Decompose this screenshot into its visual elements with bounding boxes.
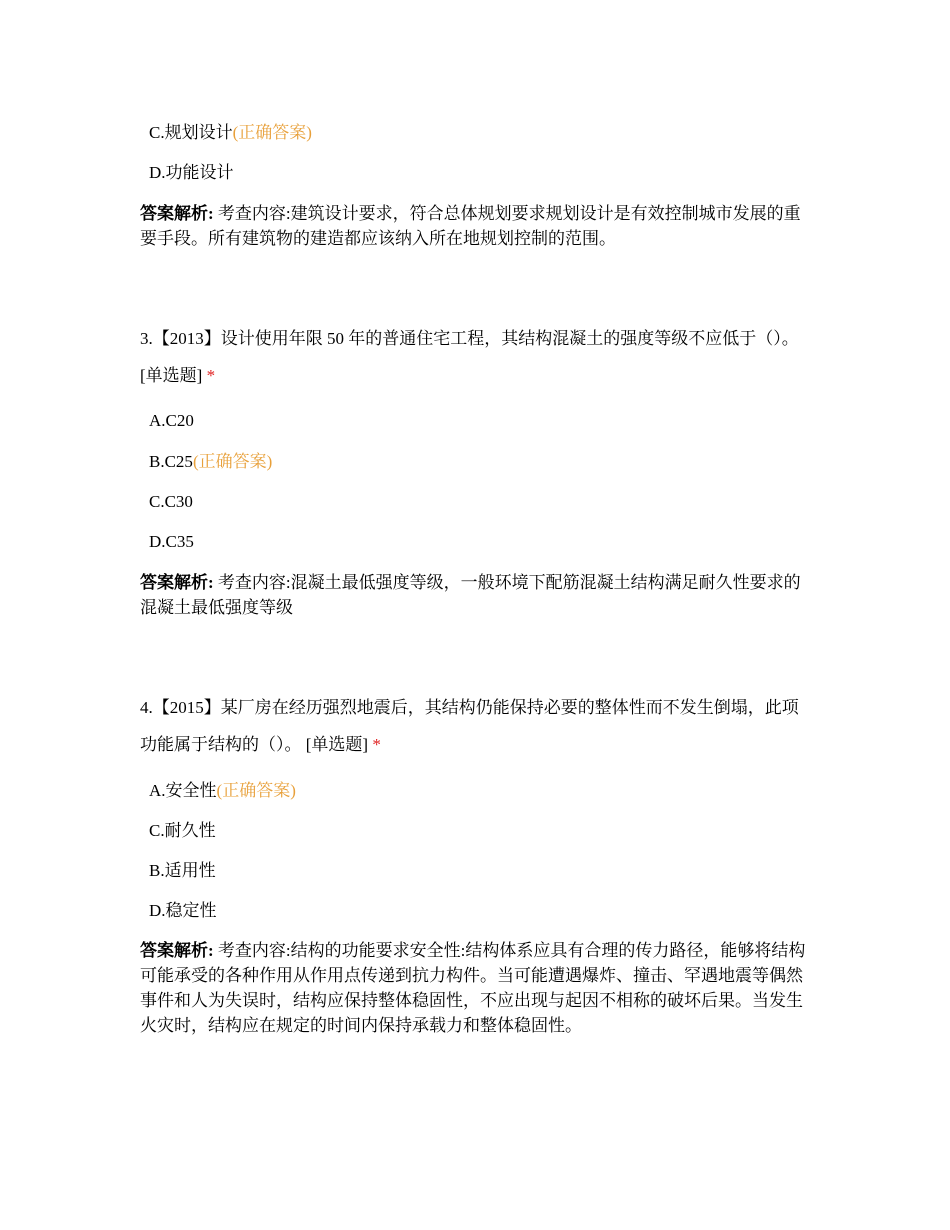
q4-option-c xyxy=(149,820,216,842)
q3-option-b xyxy=(149,451,272,473)
analysis-text: 考查内容:建筑设计要求，符合总体规划要求规划设计是有效控制城市发展的重要手段。所有建筑物的建造都应该纳入所在地规划控制的范围。 xyxy=(140,204,801,248)
option-text: D.功能设计 xyxy=(149,163,234,182)
option-text: C.C30 xyxy=(149,492,193,511)
option-text: A.C20 xyxy=(149,411,194,430)
option-text: D.稳定性 xyxy=(149,901,217,920)
analysis-text: 考查内容:混凝土最低强度等级，一般环境下配筋混凝土结构满足耐久性要求的混凝土最低强度等级 xyxy=(140,573,801,617)
q4-option-b xyxy=(149,860,216,882)
correct-answer-tag: (正确答案) xyxy=(216,781,296,800)
q2-option-c xyxy=(149,122,312,144)
q3-option-a xyxy=(149,410,194,432)
analysis-text: 考查内容:结构的功能要求安全性:结构体系应具有合理的传力路径，能够将结构可能承受的各种作用从作用点传递到抗力构件。当可能遭遇爆炸、撞击、罕遇地震等偶然事件和人为失误时，结构应保持整体稳固性，不应出现与起因不相称的破坏后果。当发生火灾时，结构应在规定的时间内保持承载力和整体稳固性。 xyxy=(140,941,806,1035)
question-text: 4.【2015】某厂房在经历强烈地震后，其结构仍能保持必要的整体性而不发生倒塌，此项功能属于结构的（）。 [单选题] xyxy=(140,698,799,754)
option-text: A.安全性 xyxy=(149,781,217,800)
q3-option-d xyxy=(149,531,194,553)
q2-analysis xyxy=(140,201,815,251)
q4-option-d xyxy=(149,900,217,922)
correct-answer-tag: (正确答案) xyxy=(192,452,273,471)
q3-option-c xyxy=(149,491,193,513)
option-text: D.C35 xyxy=(149,532,194,551)
q4-analysis xyxy=(140,938,815,1038)
option-text: B.适用性 xyxy=(149,861,216,880)
option-text: C.耐久性 xyxy=(149,821,216,840)
question-text: 3.【2013】设计使用年限 50 年的普通住宅工程，其结构混凝土的强度等级不应低于（）。 [单选题] xyxy=(140,329,799,385)
analysis-label: 答案解析: xyxy=(140,573,214,592)
correct-answer-tag: (正确答案) xyxy=(232,123,312,142)
q2-option-d xyxy=(149,162,234,184)
required-mark: * xyxy=(372,735,381,754)
option-text: C.规划设计 xyxy=(149,123,233,142)
analysis-label: 答案解析: xyxy=(140,941,214,960)
q4-question xyxy=(140,689,815,763)
q3-question xyxy=(140,320,815,394)
q3-analysis xyxy=(140,570,815,620)
option-text: B.C25 xyxy=(149,452,193,471)
q4-option-a xyxy=(149,780,296,802)
analysis-label: 答案解析: xyxy=(140,204,214,223)
required-mark: * xyxy=(206,366,216,385)
